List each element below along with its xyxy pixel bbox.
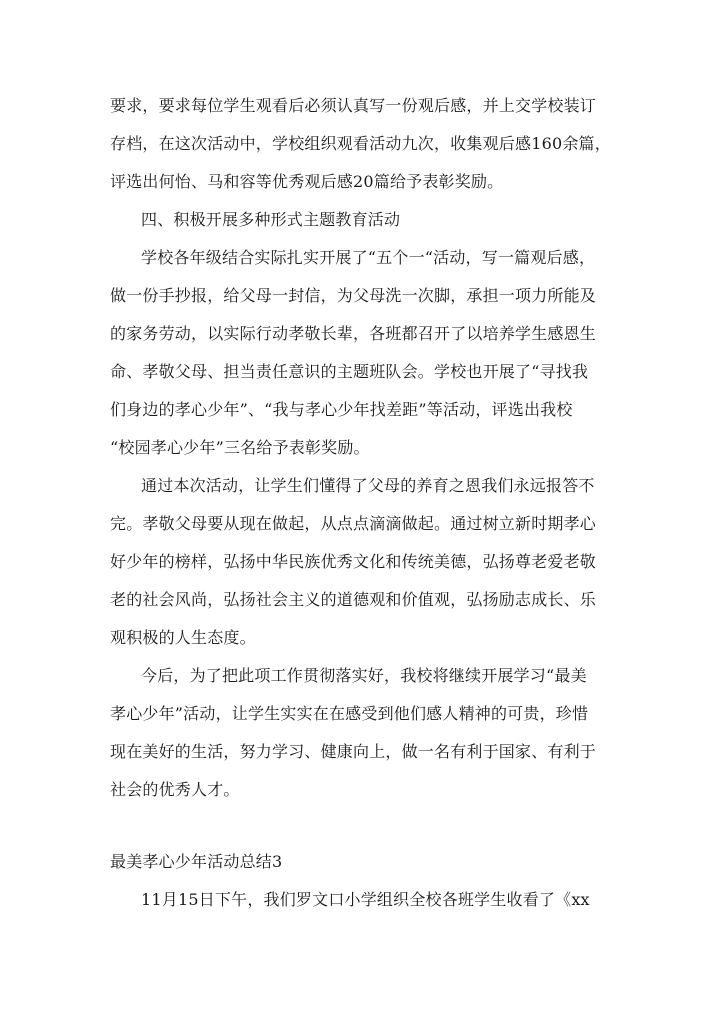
paragraph-line: 的家务劳动，以实际行动孝敬长辈，各班都召开了以培养学生感恩生: [110, 324, 597, 343]
section-title: 最美孝心少年活动总结3: [110, 852, 283, 871]
paragraph-line: 通过本次活动，让学生们懂得了父母的养育之恩我们永远报答不: [141, 476, 595, 495]
paragraph-line: 孝心少年”活动，让学生实实在在感受到他们感人精神的可贵，珍惜: [110, 704, 589, 723]
paragraph-line: 11月15日下午，我们罗文口小学组织全校各班学生收看了《xx: [141, 890, 590, 909]
paragraph-line: 评选出何怡、马和容等优秀观后感20篇给予表彰奖励。: [110, 172, 504, 191]
paragraph-line: 观积极的人生态度。: [110, 628, 256, 647]
paragraph-line: 好少年的榜样，弘扬中华民族优秀文化和传统美德，弘扬尊老爱老敬: [110, 552, 597, 571]
paragraph-line: “校园孝心少年”三名给予表彰奖励。: [110, 438, 370, 457]
paragraph-line: 社会的优秀人才。: [110, 780, 240, 799]
paragraph-line: 们身边的孝心少年”、“我与孝心少年找差距”等活动，评选出我校: [110, 400, 573, 419]
paragraph-line: 学校各年级结合实际扎实开展了“五个一“活动，写一篇观后感，: [141, 248, 596, 267]
paragraph-line: 存档，在这次活动中，学校组织观看活动九次，收集观后感160余篇，: [110, 134, 611, 153]
paragraph-line: 今后，为了把此项工作贯彻落实好，我校将继续开展学习“最美: [141, 666, 587, 685]
paragraph-line: 命、孝敬父母、担当责任意识的主题班队会。学校也开展了“寻找我: [110, 362, 589, 381]
section-heading: 四、积极开展多种形式主题教育活动: [141, 210, 401, 229]
paragraph-line: 做一份手抄报，给父母一封信，为父母洗一次脚，承担一项力所能及: [110, 286, 597, 305]
paragraph-line: 现在美好的生活，努力学习、健康向上，做一名有利于国家、有利于: [110, 742, 597, 761]
paragraph-line: 完。孝敬父母要从现在做起，从点点滴滴做起。通过树立新时期孝心: [110, 514, 597, 533]
paragraph-line: 要求，要求每位学生观看后必须认真写一份观后感，并上交学校装订: [110, 96, 597, 115]
paragraph-line: 老的社会风尚，弘扬社会主义的道德观和价值观，弘扬励志成长、乐: [110, 590, 597, 609]
